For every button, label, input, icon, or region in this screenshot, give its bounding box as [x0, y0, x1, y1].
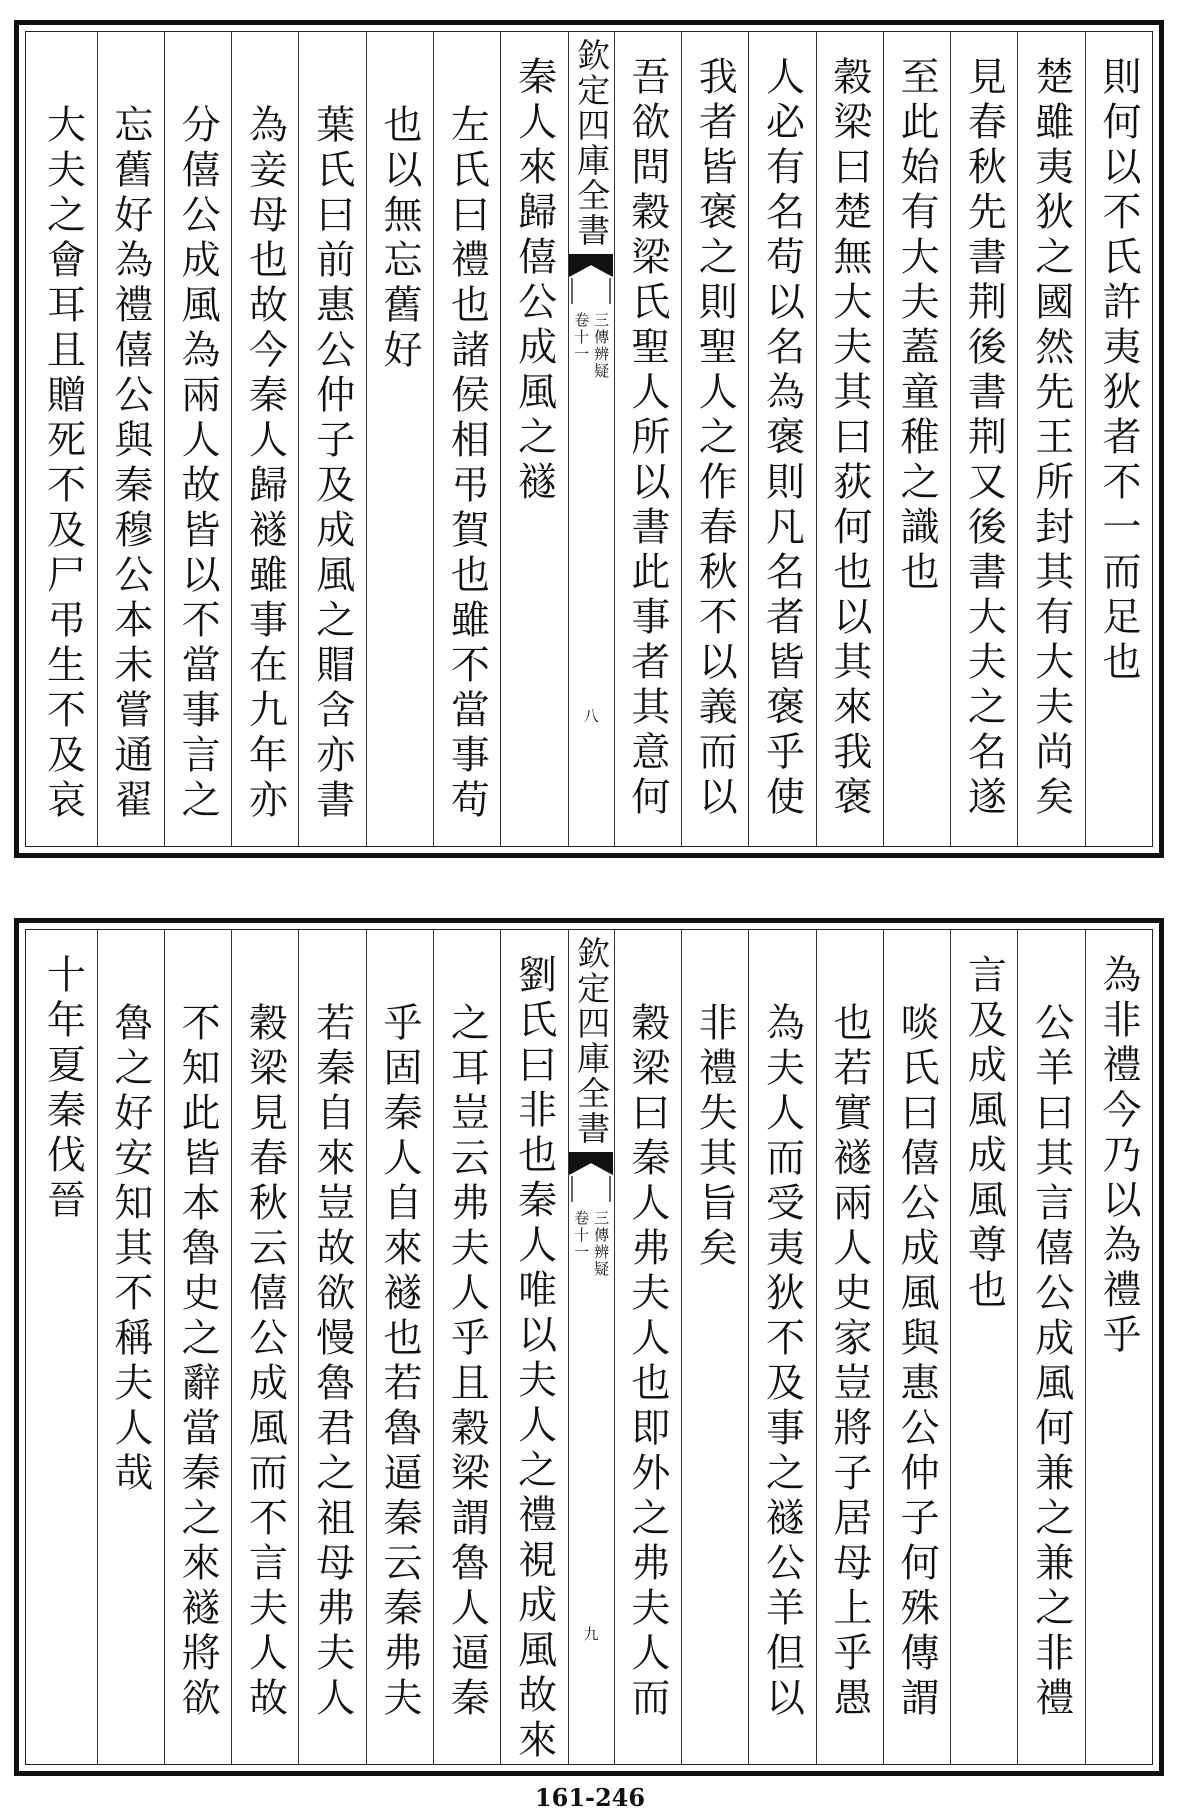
- fish-tail-mark-icon: [569, 1152, 613, 1202]
- column-text: 秦人來歸僖公成風之襚: [511, 56, 557, 506]
- column-text: 不知此皆本魯史之辭當秦之來襚將欲: [175, 1002, 221, 1722]
- text-column: [614, 32, 681, 846]
- column-text: 穀梁見春秋云僖公成風而不言夫人故: [242, 1002, 288, 1722]
- column-text: 之耳豈云弗夫人乎且穀梁謂魯人逼秦: [444, 1002, 490, 1722]
- siku-title: 欽定四庫全書: [572, 38, 612, 248]
- column-text: 若秦自來豈故欲慢魯君之祖母弗夫人: [309, 1002, 355, 1722]
- text-column: [500, 930, 567, 1764]
- book-info: [572, 1210, 610, 1278]
- column-text: 葉氏曰前惠公仲子及成風之賵含亦書: [309, 104, 355, 824]
- column-text: 穀梁曰秦人弗夫人也即外之弗夫人而: [624, 1002, 670, 1722]
- text-column: [950, 32, 1017, 846]
- folio-number: 八: [583, 707, 599, 725]
- siku-title: 欽定四庫全書: [572, 936, 612, 1146]
- text-column: [748, 930, 815, 1764]
- text-column: [500, 32, 567, 846]
- fish-tail-mark-icon: [569, 254, 613, 304]
- book-title: 三傳辨疑: [592, 312, 611, 380]
- column-text: 為非禮今乃以為禮乎: [1096, 954, 1141, 1359]
- column-text: 十年夏秦伐晉: [40, 954, 86, 1224]
- column-text: 我者皆褒之則聖人之作春秋不以義而以: [692, 56, 738, 821]
- column-text: 吾欲問穀梁氏聖人所以書此事者其意何: [624, 56, 670, 821]
- folio-number: 九: [583, 1625, 599, 1643]
- text-column: [298, 32, 365, 846]
- text-column: [1017, 930, 1084, 1764]
- column-text: 楚雖夷狄之國然先王所封其有大夫尚矣: [1028, 56, 1074, 821]
- book-info: [572, 312, 610, 380]
- text-column: [366, 930, 433, 1764]
- column-text: 至此始有大夫蓋童稚之識也: [894, 56, 940, 596]
- text-column: [29, 930, 96, 1764]
- text-column: [950, 930, 1017, 1764]
- column-text: 啖氏曰僖公成風與惠公仲子何殊傳謂: [894, 1002, 940, 1722]
- page-footer-number: 161-246: [534, 1783, 646, 1812]
- column-text: 劉氏曰非也秦人唯以夫人之禮視成風故來: [511, 954, 557, 1764]
- text-column: [681, 930, 748, 1764]
- text-column: [1085, 32, 1152, 846]
- text-column: [164, 32, 231, 846]
- upper-page-frame: [25, 31, 1153, 847]
- column-text: 也以無忘舊好: [377, 104, 423, 374]
- text-column: [97, 32, 164, 846]
- column-text: 言及成風成風尊也: [961, 954, 1007, 1314]
- column-text: 也若實襚兩人史家豈將子居母上乎愚: [826, 1002, 872, 1722]
- center-gutter: [568, 32, 614, 846]
- lower-page-frame: [25, 929, 1153, 1765]
- text-column: [883, 930, 950, 1764]
- column-text: 非禮失其旨矣: [692, 1002, 738, 1272]
- text-column: [366, 32, 433, 846]
- column-text: 魯之好安知其不稱夫人哉: [107, 1002, 153, 1497]
- lower-page: [14, 918, 1164, 1776]
- column-text: 穀梁曰楚無大夫其曰荻何也以其來我褒: [826, 56, 872, 821]
- center-gutter: [568, 930, 614, 1764]
- upper-page: [14, 20, 1164, 858]
- text-column: [748, 32, 815, 846]
- volume-label: 卷十一: [572, 1210, 591, 1261]
- text-column: [433, 32, 500, 846]
- column-text: 忘舊好為禮僖公與秦穆公本未嘗通翟: [107, 104, 153, 824]
- text-column: [231, 32, 298, 846]
- text-column: [29, 32, 96, 846]
- column-text: 分僖公成風為兩人故皆以不當事言之: [175, 104, 221, 824]
- column-text: 公羊曰其言僖公成風何兼之兼之非禮: [1028, 1002, 1074, 1722]
- text-column: [298, 930, 365, 1764]
- column-text: 左氏曰禮也諸侯相弔賀也雖不當事苟: [444, 104, 490, 824]
- text-column: [681, 32, 748, 846]
- column-text: 為妾母也故今秦人歸襚雖事在九年亦: [242, 104, 288, 824]
- book-title: 三傳辨疑: [592, 1210, 611, 1278]
- column-text: 大夫之會耳且贈死不及尸弔生不及哀: [40, 104, 86, 824]
- column-text: 見春秋先書荆後書荆又後書大夫之名遂: [961, 56, 1007, 821]
- text-column: [816, 32, 883, 846]
- text-column: [614, 930, 681, 1764]
- text-column: [1085, 930, 1152, 1764]
- text-column: [883, 32, 950, 846]
- column-text: 人必有名苟以名為褒則凡名者皆褒乎使: [759, 56, 805, 821]
- text-column: [97, 930, 164, 1764]
- text-column: [231, 930, 298, 1764]
- column-text: 乎固秦人自來襚也若魯逼秦云秦弗夫: [377, 1002, 423, 1722]
- volume-label: 卷十一: [572, 312, 591, 363]
- column-text: 為夫人而受夷狄不及事之襚公羊但以: [759, 1002, 805, 1722]
- column-text: 則何以不氏許夷狄者不一而足也: [1096, 56, 1141, 686]
- text-column: [433, 930, 500, 1764]
- text-column: [816, 930, 883, 1764]
- text-column: [1017, 32, 1084, 846]
- text-column: [164, 930, 231, 1764]
